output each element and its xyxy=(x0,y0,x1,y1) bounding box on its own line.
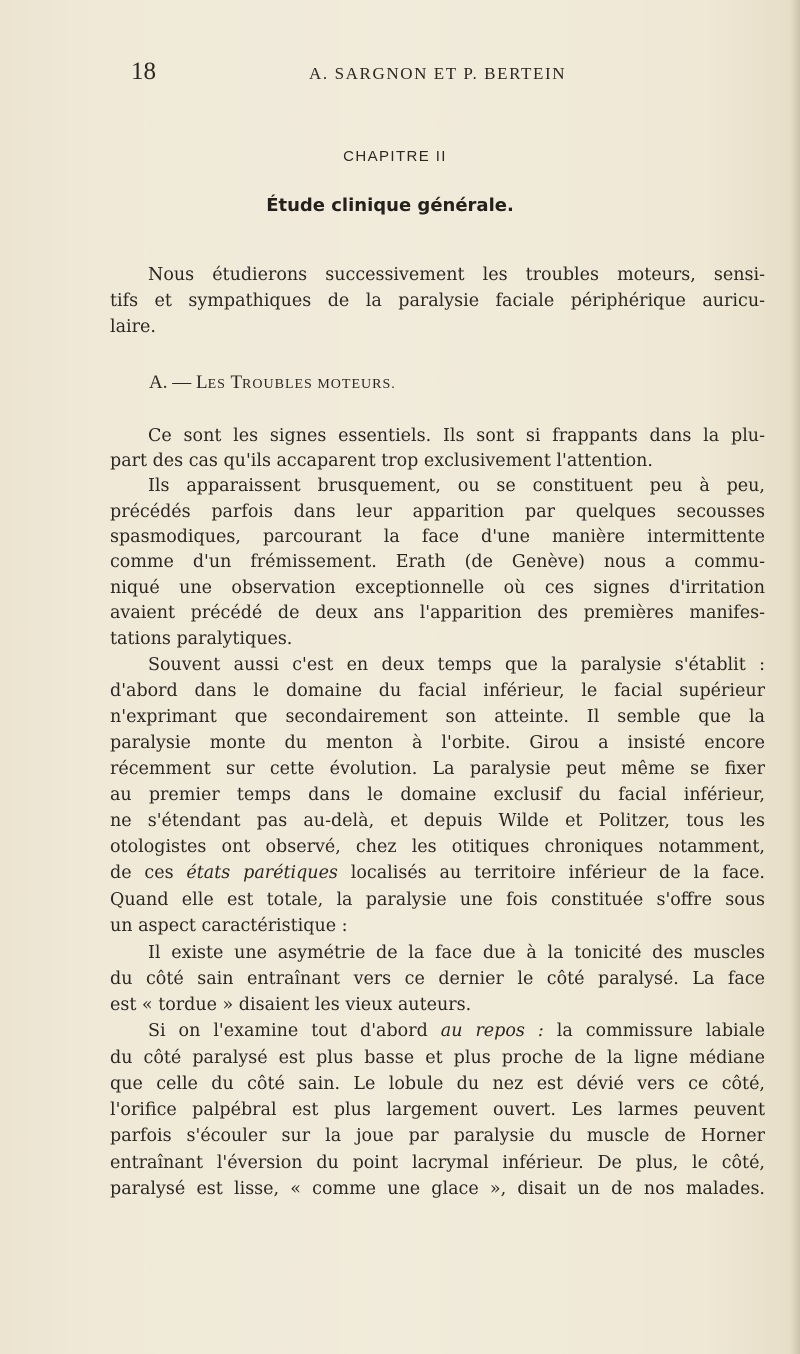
text-run: la commissure labiale xyxy=(543,1021,765,1041)
text-line: tifs et sympathiques de la paralysie faciale périphérique auricu- xyxy=(110,291,765,311)
text-line xyxy=(148,1018,765,1044)
text-line xyxy=(110,860,765,886)
section-rest-1: ES xyxy=(207,377,231,392)
text-line: précédés parfois dans leur apparition par quelques secousses xyxy=(110,502,765,522)
text-line: paralysie monte du menton à l'orbite. Girou a insisté encore xyxy=(110,733,765,753)
text-run: Si on l'examine tout d'abord xyxy=(148,1021,441,1041)
text-line: l'orifice palpébral est plus largement ouvert. Les larmes peuvent xyxy=(110,1100,765,1120)
text-line: entraînant l'éversion du point lacrymal inférieur. De plus, le côté, xyxy=(110,1153,765,1173)
text-line: ne s'étendant pas au-delà, et depuis Wilde et Politzer, tous les xyxy=(110,811,765,831)
italic-phrase: au repos : xyxy=(440,1021,544,1041)
text-line: du côté paralysé est plus basse et plus proche de la ligne médiane xyxy=(110,1048,765,1068)
text-line: tations paralytiques. xyxy=(110,629,293,649)
italic-phrase: états parétiques xyxy=(186,863,338,883)
text-run: de ces xyxy=(110,863,187,883)
text-line: Ce sont les signes essentiels. Ils sont si frappants dans la plu- xyxy=(148,426,765,446)
page-number: 18 xyxy=(131,58,156,85)
page-edge-shadow xyxy=(790,0,800,1354)
text-run: localisés au territoire inférieur de la face. xyxy=(337,863,765,883)
text-line: part des cas qu'ils accaparent trop exclusivement l'attention. xyxy=(110,451,653,471)
text-line: n'exprimant que secondairement son atteinte. Il semble que la xyxy=(110,707,765,727)
text-line: Souvent aussi c'est en deux temps que la paralysie s'établit : xyxy=(148,655,765,675)
running-head xyxy=(131,58,631,92)
text-line: Nous étudierons successivement les troubles moteurs, sensi- xyxy=(148,265,765,285)
text-line: Il existe une asymétrie de la face due à la tonicité des muscles xyxy=(148,943,765,963)
text-line: avaient précédé de deux ans l'apparition des premières manifes- xyxy=(110,603,765,623)
text-line: paralysé est lisse, « comme une glace », disait un de nos malades. xyxy=(110,1179,765,1199)
text-line: récemment sur cette évolution. La paralysie peut même se fixer xyxy=(110,759,765,779)
text-line: Quand elle est totale, la paralysie une fois constituée s'offre sous xyxy=(110,890,765,910)
text-line: laire. xyxy=(110,317,156,337)
section-heading xyxy=(149,372,396,394)
chapter-label: CHAPITRE II xyxy=(343,148,447,165)
text-line: Ils apparaissent brusquement, ou se constituent peu à peu, xyxy=(148,476,765,496)
text-line: du côté sain entraînant vers ce dernier le côté paralysé. La face xyxy=(110,969,765,989)
section-prefix: A. — xyxy=(149,372,192,393)
section-cap-2: T xyxy=(230,372,243,393)
text-line: niqué une observation exceptionnelle où ces signes d'irritation xyxy=(110,578,765,598)
text-line: est « tordue » disaient les vieux auteurs. xyxy=(110,995,472,1015)
section-cap-1: L xyxy=(195,372,208,393)
text-line: parfois s'écouler sur la joue par paralysie du muscle de Horner xyxy=(110,1126,765,1146)
text-line: comme d'un frémissement. Erath (de Genève) nous a commu- xyxy=(110,552,765,572)
text-line: un aspect caractéristique : xyxy=(110,916,348,936)
text-line: spasmodiques, parcourant la face d'une manière intermittente xyxy=(110,527,765,547)
text-line: d'abord dans le domaine du facial inférieur, le facial supérieur xyxy=(110,681,765,701)
text-line: au premier temps dans le domaine exclusif du facial inférieur, xyxy=(110,785,765,805)
text-line: otologistes ont observé, chez les otitiques chroniques notamment, xyxy=(110,837,765,857)
running-title: A. SARGNON ET P. BERTEIN xyxy=(309,64,567,83)
text-line: que celle du côté sain. Le lobule du nez est dévié vers ce côté, xyxy=(110,1074,765,1094)
chapter-title: Étude clinique générale. xyxy=(266,195,514,216)
section-rest-2: ROUBLES MOTEURS. xyxy=(242,377,396,392)
